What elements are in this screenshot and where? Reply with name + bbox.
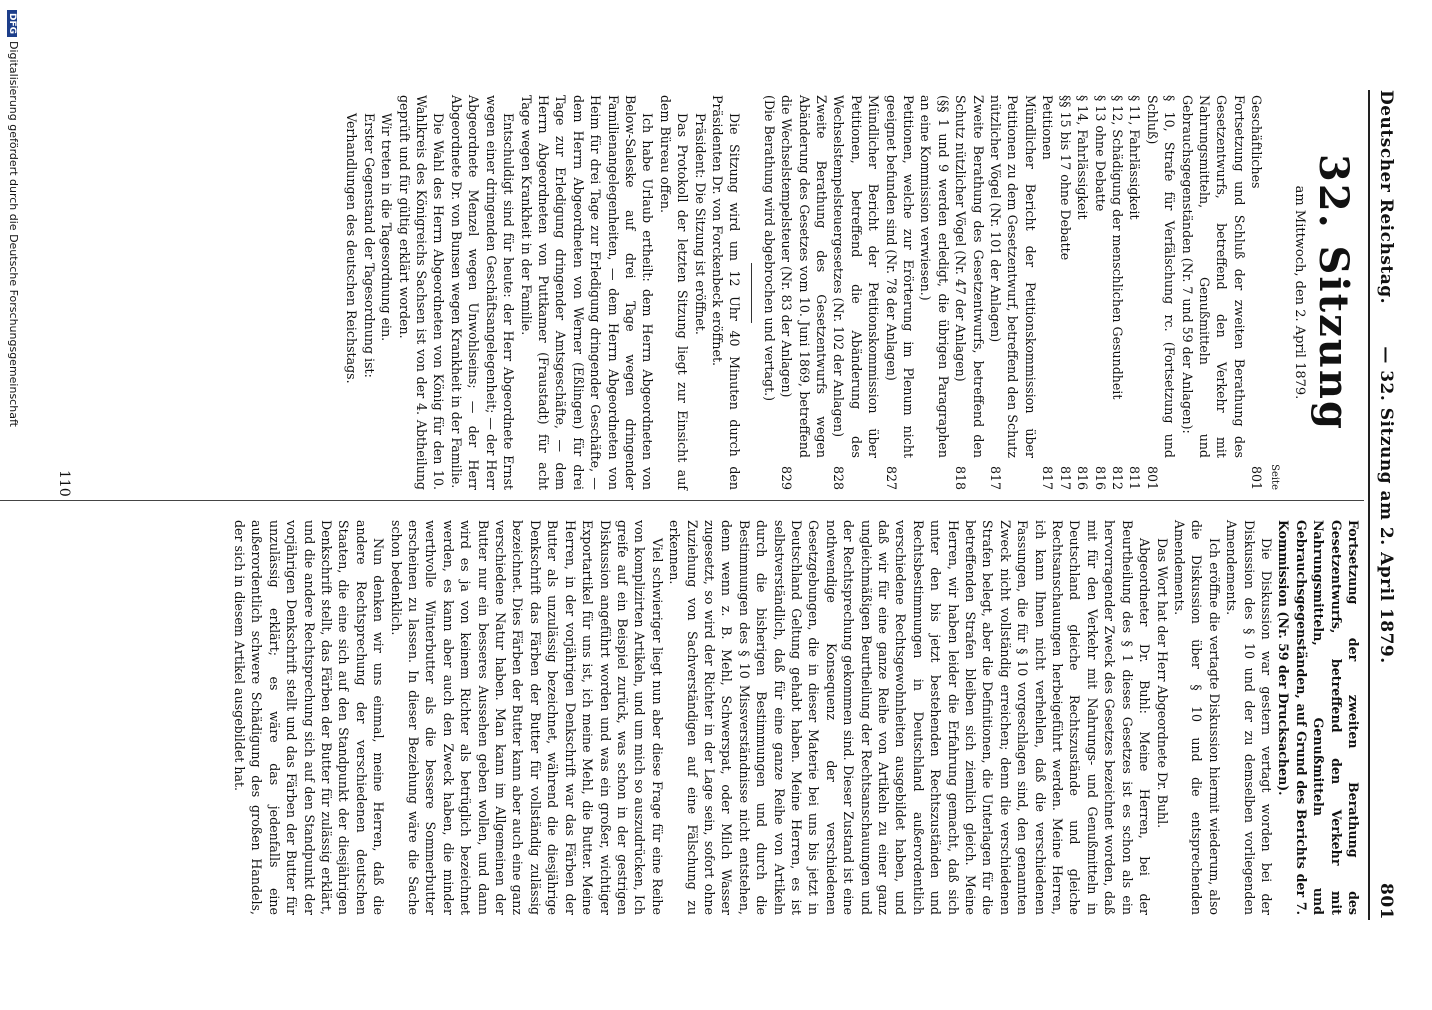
toc-entry <box>1056 95 1073 490</box>
toc-entry-text: (Die Berathung wird abgebrochen und vertagt.) <box>761 95 777 402</box>
toc-entry-text: § 14, Fahrlässigkeit <box>1075 95 1091 220</box>
toc-entry <box>987 95 1039 490</box>
toc-entry <box>1143 95 1178 490</box>
toc-entry-page: 816 <box>1075 465 1091 490</box>
toc-entry-text: Petitionen <box>1040 95 1056 160</box>
digitization-credit <box>7 0 20 1010</box>
toc-entry-page: 811 <box>1127 465 1143 490</box>
toc-entry-text: § 11, Fahrlässigkeit <box>1127 95 1143 220</box>
toc-entry-page: 829 <box>779 465 795 490</box>
toc-entry <box>882 95 917 490</box>
credit-text: Digitalisierung gefördert durch die Deutsche Forschungsgemeinschaft <box>7 41 20 427</box>
toc-entry-text: § 10, Strafe für Verfälschung rc. (Fortsetzung und Schluß) <box>1144 95 1178 458</box>
paragraph: Das Protokoll der letzten Sitzung liegt zur Einsicht auf dem Büreau offen. <box>657 95 691 490</box>
header-left: Deutscher Reichstag. <box>1376 90 1396 305</box>
toc-entry-text: Fortsetzung und Schluß der zweiten Berathung des Gesetzentwurfs, betreffend den Verkehr mit Nahrungsmitteln, Genußmitteln und Gebrauchsgegenständen (Nr. 7 und 59 der Anlagen): <box>1179 95 1247 458</box>
toc-entry <box>830 95 882 490</box>
paragraph: Erster Gegenstand der Tagesordnung ist: <box>361 113 377 378</box>
paragraph: Verhandlungen des deutschen Reichstags. <box>344 113 360 384</box>
paragraph: Abgeordneter Dr. Buhl: Meine Herren, bei der Beurtheilung des § 1 dieses Gesetzes ist es schon als ein hervorragender Zweck des Gesetzes bezeichnet worden, daß mit für den Verkehr mit Nahrungs- und Genußmitteln in Deutschland gleiche Rechtszustände und gleiche Rechtsanschauungen herbeigeführt werden. Meine Herren, ich kann Ihnen nicht verhehlen, daß die verschiedenen Fassungen, die für § 10 vorgeschlagen sind, den genannten Zweck nicht vollständig erreichen; denn die verschiedenen Strafen belegt, aber die Definitionen, die Unterlagen für die betreffenden Strafen bleiben sich ziemlich gleich. Meine Herren, wir haben leider die Erfahrung gemacht, daß sich unter den bis jetzt bestehenden Rechtszuständen und Rechtsbestimmungen in Deutschland außerordentlich verschiedene Rechtsgewohnheiten ausgebildet haben, und daß wir für eine ganze Reihe von Artikeln zu einer ganz ungleichmäßigen Beurtheilung der Rechtsanschauungen und der Rechtsprechung gekommen sind. Dieser Zustand ist eine nothwendige Konsequenz der verschiedenen Gesetzgebungen, die in dieser Materie bei uns bis jetzt in Deutschland Geltung gehabt haben. Meine Herren, es ist selbstverständlich, daß für eine ganze Reihe von Artikeln durch die bisherigen Bestimmungen und durch die Bestimmungen des § 10 Missverständnisse nicht entstehen, denn wenn z. B. Mehl, Schwerspat, oder Milch Wasser zugesetzt, so wird der Richter in der Lage sein, sofort ohne Zuziehung von Sachverständigen auf eine Fälschung zu erkennen. <box>667 520 1153 915</box>
paragraph: Die Sitzung wird um 12 Uhr 40 Minuten durch den Präsidenten Dr. von Forckenbeck eröffnet. <box>710 95 743 490</box>
toc-entry <box>952 95 987 490</box>
toc-entry <box>1126 95 1143 490</box>
toc-entry-text: Geschäftliches <box>1249 95 1265 189</box>
session-date: am Mittwoch, den 2. April 1879. <box>1292 185 1307 400</box>
toc-entry-text: § 12, Schädigung der menschlichen Gesundheit <box>1109 95 1125 400</box>
toc-entry-text: (§§ 1 und 9 werden erledigt, die übrigen Paragraphen an eine Kommission verwiesen.) <box>918 95 951 458</box>
paragraph: Viel schwieriger liegt nun aber diese Frage für eine Reihe von komplizirten Artikeln, und um mich so auszudrücken, Ich greife auf ein Beispiel zurück, was schon in der gestrigen Diskussion angeführt worden und was ein großer, wichtiger Exportartikel für uns ist, ich meine Mehl, die Butter. Meine Herren, in der vorjährigen Denkschrift war das Färben der Butter als unzulässig bezeichnet, während die diesjährige Denkschrift das Färben der Butter für vollständig zulässig bezeichnet. Dies Färben der Butter kann aber auch eine ganz verschiedene Natur haben. Man kann im Allgemeinen der Butter nur ein besseres Aussehen geben wollen, und dann wird es ja von keinem Richter als betrüglich bezeichnet werden, es kann aber auch den Zweck haben, die minder werthvolle Winterbutter als die bessere Sommerbutter erscheinen zu lassen. In dieser Beziehung wäre die Sache schon bedenklich. <box>388 520 665 915</box>
toc-entry-page: 801 <box>1249 465 1265 490</box>
toc-entry-text: Mündlicher Bericht der Petitionskommission über Petitionen zu dem Gesetzentwurf, betreffend den Schutz nützlicher Vögel (Nr. 101 der Anlagen) <box>988 95 1038 458</box>
paragraph: Das Wort hat der Herr Abgeordnete Dr. Buhl. <box>1154 538 1170 829</box>
paragraph: Ich eröffne die vertagte Diskussion hiermit wiederum, also die Diskussion über § 10 und die entsprechenden Amendements. <box>1171 520 1222 915</box>
toc-entry <box>917 95 952 490</box>
paragraph: Ich habe Urlaub ertheilt: dem Herrn Abgeordneten von Below-Saleske auf drei Tage wegen dringender Familienangelegenheiten, — dem Herrn Abgeordneten von Heim für drei Tage zur Erledigung dringender Geschäfte, — dem Herrn Abgeordneten von Werner (Eßlingen) für drei Tage zur Erledigung dringender Amtsgeschäfte, — dem Herrn Abgeordneten von Puttkamer (Fraustadt) für acht Tage wegen Krankheit in der Familie. <box>518 95 656 490</box>
paragraph: Die Wahl des Herrn Abgeordneten von König für den 10. Wahlkreis des Königreichs Sachsen ist von der 4. Abtheilung geprüft und für gültig erklärt worden. <box>396 95 447 490</box>
header-center: — 32. Sitzung am 2. April 1879. <box>1376 346 1396 664</box>
toc-entry <box>778 95 830 490</box>
footer-sheet-number: 110 <box>56 470 72 497</box>
right-column <box>231 520 1362 915</box>
toc-entry-page: 801 <box>1144 465 1160 490</box>
right-body <box>231 520 1275 915</box>
left-column <box>343 95 1362 490</box>
header-page-number: 801 <box>1376 883 1396 920</box>
toc-entry <box>1248 95 1265 490</box>
paragraph: Präsident: Die Sitzung ist eröffnet. <box>692 113 708 335</box>
agenda-heading: Fortsetzung der zweiten Berathung des Gesetzentwurfs, betreffend den Verkehr mit Nahrungsmitteln, Genußmitteln und Gebrauchsgegenständen, auf Grund des Berichts der 7. Kommission (Nr. 59 der Drucksachen). <box>1276 520 1361 915</box>
toc-entry-text: Zweite Berathung des Gesetzentwurfs, betreffend den Schutz nützlicher Vögel (Nr. 47 der Anlagen) <box>953 95 986 458</box>
separator <box>751 263 752 323</box>
toc-entry-text: Petitionen, welche zur Erörterung im Plenum nicht geeignet befunden sind (Nr. 78 der Anlagen) <box>883 95 917 458</box>
toc-entry <box>1091 95 1108 490</box>
toc-entry-page: 817 <box>1057 465 1073 490</box>
toc-entry-text: §§ 15 bis 17 ohne Debatte <box>1057 95 1073 261</box>
toc-entry <box>1178 95 1248 490</box>
toc-entry-page: 828 <box>831 465 847 490</box>
left-body <box>343 95 743 490</box>
toc-page-heading: Seite <box>1268 464 1280 490</box>
toc-entry <box>760 95 777 490</box>
toc-entry-text: Mündlicher Bericht der Petitionskommission über Petitionen, betreffend die Abänderung des Wechselstempelsteuergesetzes (Nr. 102 der Anlagen) <box>831 95 882 458</box>
dfg-logo: DFG <box>7 10 17 37</box>
paragraph: Nun denken wir uns einmal, meine Herren, daß die andere Rechtsprechung der verschiedenen deutschen Staaten, die eine sich auf den Standpunkt der diesjährigen Denkschrift stellt, das Färben der Butter für zulässig erklärt, und die andere Rechtsprechung sich auf den Standpunkt der vorjährigen Denkschrift stellt und das Färben der Butter für unzulässig erklärt; es wäre das jedenfalls eine außerordentlich schwere Schädigung des großen Handels, der sich in diesem Artikel ausgebildet hat. <box>232 520 387 915</box>
header-rule <box>1368 90 1370 920</box>
toc-entry-page: 812 <box>1109 465 1125 490</box>
toc-entry-text: § 13 ohne Debatte <box>1092 95 1108 212</box>
session-title: 32. Sitzung <box>1310 154 1357 431</box>
toc-entry-page: 827 <box>883 465 899 490</box>
toc-entry <box>1109 95 1126 490</box>
toc-entry <box>1039 95 1056 490</box>
paragraph: Entschuldigt sind für heute: der Herr Abgeordnete Ernst wegen einer dringenden Geschäftsangelegenheit; — der Herr Abgeordnete Menzel wegen Unwohlseins; — der Herr Abgeordnete Dr. von Bunsen wegen Krankheit in der Familie. <box>448 95 517 490</box>
toc-entry-page: 816 <box>1092 465 1108 490</box>
toc-entry <box>1074 95 1091 490</box>
running-header <box>1370 90 1400 920</box>
paragraph: Wir treten in die Tagesordnung ein. <box>379 113 395 342</box>
table-of-contents <box>760 95 1265 490</box>
toc-entry-page: 818 <box>953 465 969 490</box>
toc-entry-page: 817 <box>988 465 1004 490</box>
paragraph: Die Diskussion war gestern vertagt worden bei der Diskussion des § 10 und der zu demselben vorliegenden Amendements. <box>1224 520 1274 915</box>
toc-entry-page: 817 <box>1040 465 1056 490</box>
column-divider <box>0 500 1364 501</box>
toc-entry-text: Zweite Berathung des Gesetzentwurfs wegen Abänderung des Gesetzes vom 10. Juni 1869, betreffend die Wechselstempelsteuer (Nr. 83 der Anlagen) <box>779 95 830 458</box>
